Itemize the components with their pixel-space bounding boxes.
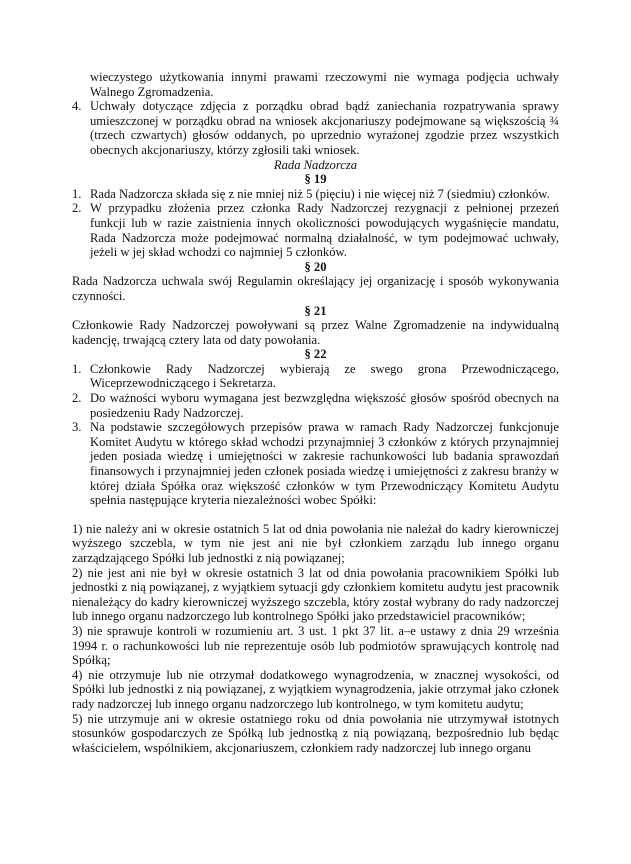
item-text: Na podstawie szczegółowych przepisów prawa w ramach Rady Nadzorczej funkcjonuje Komitet Audytu w którego skład wchodzi przynajmniej 3 członków z których przynajmniej jeden posiada wiedzę i umiejętności w zakresie rachunkowości lub badania sprawozdań finansowych i przynajmniej jeden członek posiada wiedzę i umiejętności z zakresu branży w której działa Spółka oraz większość członków w tym Przewodniczący Komitetu Audytu spełnia następujące kryteria niezależności wobec Spółki: xyxy=(90,420,559,508)
criterion-1: 1) nie należy ani w okresie ostatnich 5 lat od dnia powołania nie należał do kadry kierowniczej wyższego szczebla, w tym nie jest ani nie był członkiem zarządu lub innego organu zarządzającego Spółki lub jednostki z nią powiązanej; xyxy=(72,521,559,565)
item-number: 1. xyxy=(72,186,82,201)
section-21-text: Członkowie Rady Nadzorczej powoływani są przez Walne Zgromadzenie na indywidualną kadencję, trwającą cztery lata od daty powołania. xyxy=(72,318,559,347)
continuation-paragraph: wieczystego użytkowania innymi prawami rzeczowymi nie wymaga podjęcia uchwały Walnego Zgromadzenia. xyxy=(90,70,559,99)
section-title-21: § 21 xyxy=(304,303,327,318)
section-heading-rada-nadzorcza: Rada Nadzorcza xyxy=(273,157,358,172)
item-text: Rada Nadzorcza składa się z nie mniej niż 5 (pięciu) i nie więcej niż 7 (siedmiu) członków. xyxy=(90,186,550,201)
item-number: 2. xyxy=(72,391,82,406)
item-text: Do ważności wyboru wymagana jest bezwzględna większość głosów spośród obecnych na posiedzeniu Rady Nadzorczej. xyxy=(90,391,559,420)
item-number: 1. xyxy=(72,361,82,376)
item-text: W przypadku złożenia przez członka Rady Nadzorczej rezygnacji z pełnionej przezeń funkcji lub w razie zaistnienia innych okoliczności powodujących wygaśnięcie mandatu, Rada Nadzorcza może podejmować normalną działalność, w tym podejmować uchwały, jeżeli w jej skład wchodzi co najmniej 5 członków. xyxy=(90,201,559,260)
section-title-22: § 22 xyxy=(304,347,327,362)
section-title-20: § 20 xyxy=(304,259,327,274)
criterion-5: 5) nie utrzymuje ani w okresie ostatniego roku od dnia powołania nie utrzymywał istotnych stosunków gospodarczych ze Spółką lub jednostką z nią powiązaną, bezpośrednio lub będąc właścicielem, wspólnikiem, akcjonariuszem, członkiem rady nadzorczej lub innego organu xyxy=(72,711,559,755)
item-number: 3. xyxy=(72,420,82,435)
section-20-text: Rada Nadzorcza uchwala swój Regulamin określający jej organizację i sposób wykonywania czynności. xyxy=(72,274,559,303)
list-item xyxy=(72,201,559,259)
section-22-list xyxy=(72,362,559,508)
spacer xyxy=(72,508,559,522)
item-text: Uchwały dotyczące zdjęcia z porządku obrad bądź zaniechania rozpatrywania sprawy umieszczonej w porządku obrad na wniosek akcjonariuszy podejmowane są większością ¾ (trzech czwartych) głosów oddanych, po uprzednio wyrażonej zgodzie przez wszystkich obecnych akcjonariuszy, którzy zgłosili taki wniosek. xyxy=(90,99,559,157)
list-item xyxy=(72,187,559,202)
list-item xyxy=(72,391,559,420)
criterion-4: 4) nie otrzymuje lub nie otrzymał dodatkowego wynagrodzenia, w znacznej wysokości, od Spółki lub jednostki z nią powiązanej, z wyjątkiem wynagrodzenia, jakie otrzymał jako członek rady nadzorczej lub innego organu nadzorczego lub kontrolnego, w tym komitetu audytu; xyxy=(72,667,559,711)
list-item xyxy=(72,362,559,391)
list-item xyxy=(72,99,559,157)
criterion-2: 2) nie jest ani nie był w okresie ostatnich 3 lat od dnia powołania pracownikiem Spółki lub jednostki z nią powiązanej, z wyjątkiem sytuacji gdy członkiem komitetu audytu jest pracownik nienależący do kadry kierowniczej wyższego szczebla, który został wybrany do rady nadzorczej lub innego organu nadzorczego lub kontrolnego Spółki jako przedstawiciel pracowników; xyxy=(72,565,559,624)
item-number: 4. xyxy=(72,99,82,114)
section-19-list xyxy=(72,187,559,260)
criterion-3: 3) nie sprawuje kontroli w rozumieniu art. 3 ust. 1 pkt 37 lit. a–e ustawy z dnia 29 września 1994 r. o rachunkowości lub nie reprezentuje osób lub podmiotów sprawujących kontrolę nad Spółką; xyxy=(72,623,559,668)
item-number: 2. xyxy=(72,201,82,216)
list-item xyxy=(72,420,559,508)
item-text: Członkowie Rady Nadzorczej wybierają ze swego grona Przewodniczącego, Wiceprzewodniczącego i Sekretarza. xyxy=(90,361,559,391)
section-title-19: § 19 xyxy=(304,172,327,187)
list-item4 xyxy=(72,99,559,157)
